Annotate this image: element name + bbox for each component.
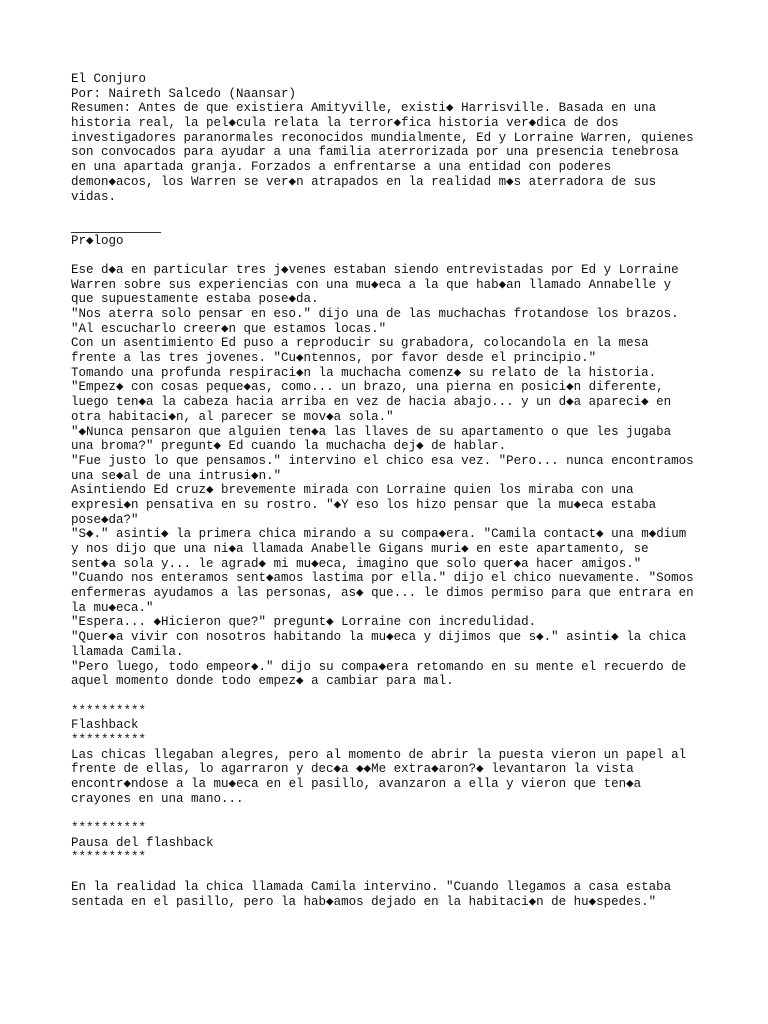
flashback-line: encontr◆ndose a la mu◆eca en el pasillo, avanzaron a ella y vieron que ten◆a bbox=[71, 777, 642, 791]
separator-line: ********** bbox=[71, 703, 147, 718]
prologue-line: "Espera... ◆Hicieron que?" pregunt◆ Lorraine con incredulidad. bbox=[71, 615, 537, 630]
prologue-line: "Quer◆a vivir con nosotros habitando la mu◆eca y dijimos que s◆." asinti◆ la chica bbox=[71, 630, 687, 645]
prologue-body bbox=[71, 263, 711, 689]
prologue-line: expresi◆n pensativa en su rostro. "◆Y eso los hizo pensar que la mu◆eca estaba bbox=[71, 497, 657, 512]
prologue-line: una broma?" pregunt◆ Ed cuando la muchacha dej◆ de hablar. bbox=[71, 439, 507, 454]
separator-line: ********** bbox=[71, 821, 147, 836]
summary-line: Resumen: Antes de que existiera Amityville, existi◆ Harrisville. Basada en una bbox=[71, 101, 657, 116]
prologue-line: "◆Nunca pensaron que alguien ten◆a las llaves de su apartamento o que les jugaba bbox=[71, 424, 672, 439]
prologue-line: "Cuando nos enteramos sent◆amos lastima por ella." dijo el chico nuevamente. "Somos bbox=[71, 571, 694, 586]
horizontal-rule bbox=[71, 232, 161, 233]
prologue-line: Ese d◆a en particular tres j◆venes estaban siendo entrevistadas por Ed y Lorraine bbox=[71, 262, 679, 277]
separator-line: ********** bbox=[71, 732, 147, 747]
prologue-line: Con un asentimiento Ed puso a reproducir su grabadora, colocandola en la mesa bbox=[71, 336, 649, 351]
prologue-line: "Fue justo lo que pensamos." intervino el chico esa vez. "Pero... nunca encontramos bbox=[71, 453, 694, 468]
reality-line: sentada en el pasillo, pero la hab◆amos dejado en la habitaci◆n de hu◆spedes." bbox=[71, 894, 657, 909]
prologue-line: que supuestamente estaba pose◆da. bbox=[71, 292, 319, 307]
prologue-line: llamada Camila. bbox=[71, 644, 184, 659]
separator-line: ********** bbox=[71, 850, 147, 865]
prologue-line: sent◆a sola y... le agrad◆ mi mu◆eca, imagino que solo quer◆a hacer amigos." bbox=[71, 556, 642, 571]
prologue-line: y nos dijo que una ni◆a llamada Anabelle Gigans muri◆ en este apartamento, se bbox=[71, 542, 649, 556]
reality-body bbox=[71, 880, 711, 909]
flashback-body bbox=[71, 748, 711, 807]
prologue-line: "Empez◆ con cosas peque◆as, como... un brazo, una pierna en posici◆n diferente, bbox=[71, 380, 664, 395]
prologue-line: una se◆al de una intrusi◆n." bbox=[71, 468, 282, 483]
summary-paragraph bbox=[71, 101, 711, 204]
prologue-heading: Pr◆logo bbox=[71, 233, 124, 248]
prologue-line: "Pero luego, todo empeor◆." dijo su compa◆era retomando en su mente el recuerdo de bbox=[71, 659, 687, 674]
document-title: El Conjuro bbox=[71, 72, 147, 86]
prologue-line: la mu◆eca." bbox=[71, 600, 154, 615]
prologue-line: otra habitaci◆n, al parecer se mov◆a sola." bbox=[71, 409, 394, 424]
prologue-line: Warren sobre sus experiencias con una mu◆eca a la que hab◆an llamado Annabelle y bbox=[71, 277, 672, 292]
prologue-line: Asintiendo Ed cruz◆ brevemente mirada con Lorraine quien los miraba con una bbox=[71, 483, 634, 498]
prologue-line: frente a las tres jovenes. "Cu◆ntennos, por favor desde el principio." bbox=[71, 351, 597, 366]
prologue-line: "Al escucharlo creer◆n que estamos locas." bbox=[71, 321, 387, 336]
summary-line: historia real, la pel◆cula relata la terror◆fica historia ver◆dica de dos bbox=[71, 116, 619, 131]
summary-line: demon◆acos, los Warren se ver◆n atrapados en la realidad m◆s aterradora de sus bbox=[71, 174, 657, 189]
flashback-line: crayones en una mano... bbox=[71, 791, 244, 806]
prologue-line: pose◆da?" bbox=[71, 512, 139, 527]
summary-line: investigadores paranormales reconocidos mundialmente, Ed y Lorraine Warren, quienes bbox=[71, 130, 694, 145]
prologue-line: Tomando una profunda respiraci◆n la muchacha comenz◆ su relato de la historia. bbox=[71, 365, 657, 380]
summary-line: vidas. bbox=[71, 189, 117, 204]
prologue-line: aquel momento donde todo empez◆ a cambiar para mal. bbox=[71, 674, 454, 689]
flashback-line: Las chicas llegaban alegres, pero al momento de abrir la puesta vieron un papel al bbox=[71, 747, 687, 762]
flashback-heading: Flashback bbox=[71, 718, 139, 733]
prologue-line: "Nos aterra solo pensar en eso." dijo una de las muchachas frotandose los brazos. bbox=[71, 307, 679, 321]
document-page bbox=[71, 72, 711, 909]
summary-line: en una apartada granja. Forzados a enfrentarse a una entidad con poderes bbox=[71, 160, 612, 175]
prologue-line: enfermeras ayudamos a las personas, as◆ que... le dimos permiso para que entrara en bbox=[71, 586, 694, 601]
flashback-line: frente de ellas, lo agarraron y dec◆a ◆◆Me extra◆aron?◆ levantaron la vista bbox=[71, 762, 634, 777]
author-line: Por: Naireth Salcedo (Naansar) bbox=[71, 86, 297, 101]
pause-heading: Pausa del flashback bbox=[71, 835, 214, 850]
reality-line: En la realidad la chica llamada Camila intervino. "Cuando llegamos a casa estaba bbox=[71, 879, 672, 894]
prologue-line: "S◆." asinti◆ la primera chica mirando a su compa◆era. "Camila contact◆ una m◆dium bbox=[71, 527, 687, 542]
summary-line: son convocados para ayudar a una familia aterrorizada por una presencia tenebrosa bbox=[71, 145, 679, 160]
prologue-line: luego ten◆a la cabeza hacia arriba en vez de hacia abajo... y un d◆a apareci◆ en bbox=[71, 395, 672, 410]
